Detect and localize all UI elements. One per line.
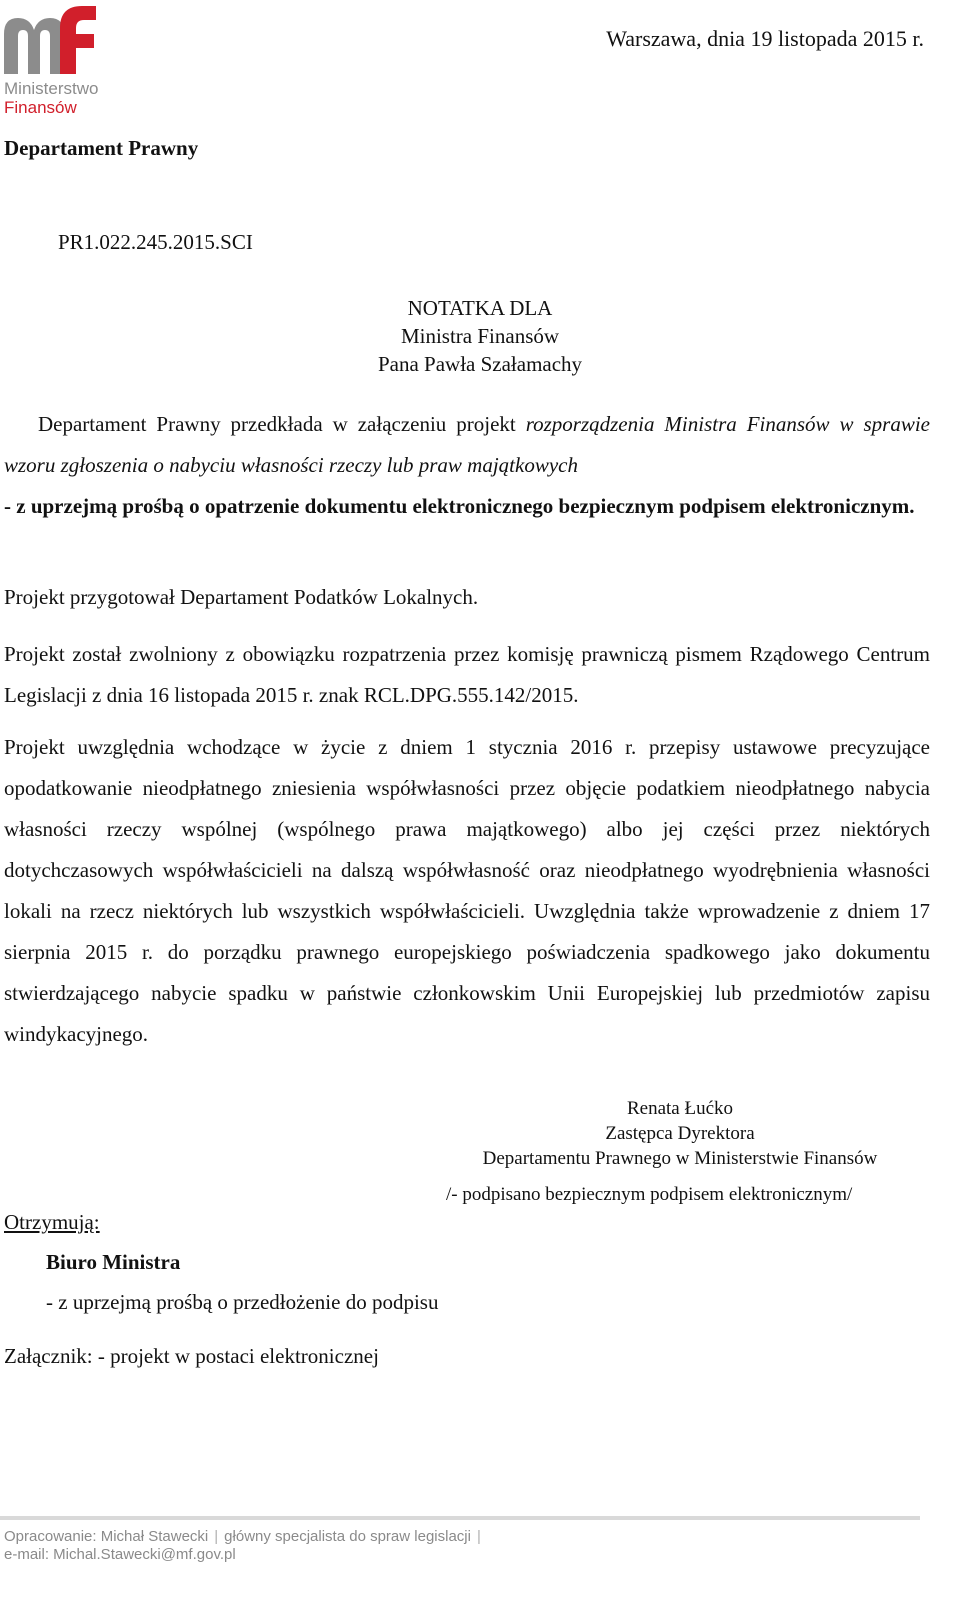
mf-logo-icon	[4, 4, 100, 74]
paragraph-content: Projekt uwzględnia wchodzące w życie z dniem 1 stycznia 2016 r. przepisy ustawowe precyzujące opodatkowanie nieodpłatnego zniesienia współwłasności przez objęcie podatkiem nieodpłatnego nabycia własności rzeczy wspólnej (wspólnego prawa majątkowego) albo jej części przez niektórych dotychczasowych współwłaścicieli na dalszą współwłasność oraz nieodpłatnego wyodrębnienia własności lokali na rzecz niektórych lub wszystkich współwłaścicieli. Uwzględnia także wprowadzenie z dniem 17 sierpnia 2015 r. do porządku prawnego europejskiego poświadczenia spadkowego jako dokumentu stwierdzającego nabycie spadku w państwie członkowskim Unii Europejskiej lub przedmiotów zapisu windykacyjnego.	[4, 735, 930, 1046]
logo-line-finansow: Finansów	[4, 98, 77, 117]
document-date: Warszawa, dnia 19 listopada 2015 r.	[606, 26, 924, 51]
footer-prepared-by: Opracowanie: Michał Stawecki	[4, 1528, 209, 1545]
recipients-label: Otrzymują:	[4, 1210, 100, 1234]
paragraph-intro	[4, 404, 930, 527]
paragraph-prepared: Projekt przygotował Departament Podatków Lokalnych.	[4, 585, 479, 609]
note-heading	[0, 294, 960, 378]
footer: Opracowanie: Michał Stawecki | główny specjalista do spraw legislacji | e-mail: Michal.Stawecki@mf.gov.pl	[4, 1528, 487, 1564]
intro-text: Departament Prawny przedkłada w załączeniu projekt	[38, 412, 526, 436]
footer-email: e-mail: Michal.Stawecki@mf.gov.pl	[4, 1546, 236, 1563]
footer-divider	[0, 1516, 920, 1520]
reference-number: PR1.022.245.2015.SCI	[58, 230, 253, 254]
signatory-name: Renata Łućko	[626, 1098, 734, 1119]
signature-note: /- podpisano bezpiecznym podpisem elektronicznym/	[446, 1184, 853, 1205]
heading-line-1: NOTATKA DLA	[407, 296, 553, 320]
footer-role: główny specjalista do spraw legislacji	[224, 1528, 471, 1545]
ministry-logo	[4, 4, 128, 116]
regulation-title: rozporządzenia Ministra Finansów w sprawie wzoru zgłoszenia o nabyciu własności rzeczy lub praw majątkowych	[4, 412, 930, 477]
request-text: - z uprzejmą prośbą o opatrzenie dokumentu elektronicznego bezpiecznym podpisem elektronicznym.	[4, 494, 915, 518]
signatory-unit: Departamentu Prawnego w Ministerstwie Finansów	[482, 1148, 878, 1169]
signature-block	[450, 1096, 910, 1171]
department-name: Departament Prawny	[4, 136, 199, 160]
logo-line-ministerstwo: Ministerstwo	[4, 79, 99, 98]
heading-line-2: Ministra Finansów	[400, 324, 560, 348]
recipient-office: Biuro Ministra	[46, 1250, 181, 1274]
attachment-line: Załącznik: - projekt w postaci elektronicznej	[4, 1344, 379, 1368]
heading-line-3: Pana Pawła Szałamachy	[377, 352, 583, 376]
recipient-note: - z uprzejmą prośbą o przedłożenie do podpisu	[46, 1290, 439, 1314]
paragraph-exemption: Projekt został zwolniony z obowiązku rozpatrzenia przez komisję prawniczą pismem Rządowego Centrum Legislacji z dnia 16 listopada 2015 r. znak RCL.DPG.555.142/2015.	[4, 642, 930, 707]
signatory-position: Zastępca Dyrektora	[605, 1123, 755, 1144]
